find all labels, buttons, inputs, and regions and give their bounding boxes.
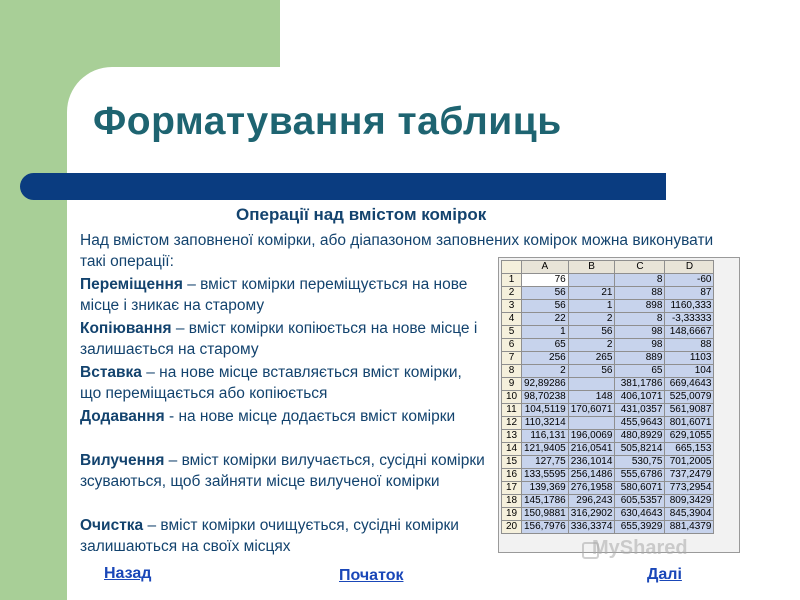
spreadsheet-cell: 87	[665, 287, 714, 300]
operation-term: Очистка	[80, 517, 144, 534]
operation-delete	[80, 450, 485, 492]
spreadsheet-row	[502, 391, 714, 404]
spreadsheet-row	[502, 326, 714, 339]
spreadsheet-cell: 216,0541	[568, 443, 615, 456]
slide-title: Форматування таблиць	[93, 100, 562, 143]
spreadsheet-cell: 898	[615, 300, 665, 313]
title-underline-bar	[20, 173, 666, 200]
spreadsheet-row	[502, 430, 714, 443]
operation-add	[80, 406, 485, 427]
operation-desc: – вміст комірки копіюється на нове місце і залишається на старому	[80, 320, 478, 358]
spreadsheet-row	[502, 495, 714, 508]
spreadsheet-cell: 56	[568, 326, 615, 339]
spreadsheet-cell: 845,3904	[665, 508, 714, 521]
operation-term: Вставка	[80, 364, 142, 381]
spreadsheet-row	[502, 521, 714, 534]
spreadsheet-cell: 56	[522, 300, 569, 313]
spreadsheet-row	[502, 365, 714, 378]
spreadsheet-row	[502, 378, 714, 391]
row-number: 6	[502, 339, 522, 352]
operation-move	[80, 274, 485, 316]
spreadsheet-row	[502, 469, 714, 482]
spreadsheet-cell: 455,9643	[615, 417, 665, 430]
row-number: 11	[502, 404, 522, 417]
spreadsheet-cell: 104	[665, 365, 714, 378]
spreadsheet-cell: 88	[665, 339, 714, 352]
spreadsheet-cell: 316,2902	[568, 508, 615, 521]
spreadsheet-cell: 737,2479	[665, 469, 714, 482]
operation-clear	[80, 515, 485, 557]
spreadsheet-cell: 655,3929	[615, 521, 665, 534]
spreadsheet-cell: 665,153	[665, 443, 714, 456]
column-header: A	[522, 261, 569, 274]
spreadsheet-cell: 1160,333	[665, 300, 714, 313]
operation-desc: - на нове місце додається вміст комірки	[164, 408, 456, 425]
operation-desc: – на нове місце вставляється вміст комірки, що переміщається або копіюється	[80, 364, 462, 402]
spreadsheet-cell: 170,6071	[568, 404, 615, 417]
spreadsheet-row	[502, 508, 714, 521]
spreadsheet-cell: 630,4643	[615, 508, 665, 521]
spreadsheet-cell: 2	[568, 339, 615, 352]
spreadsheet-cell	[568, 274, 615, 287]
spreadsheet-cell: 629,1055	[665, 430, 714, 443]
spreadsheet-cell: 65	[615, 365, 665, 378]
spreadsheet-cell: -60	[665, 274, 714, 287]
spreadsheet-cell: 56	[522, 287, 569, 300]
row-number: 2	[502, 287, 522, 300]
spreadsheet-cell: 381,1786	[615, 378, 665, 391]
spreadsheet-cell: 1103	[665, 352, 714, 365]
spreadsheet-cell: 98,70238	[522, 391, 569, 404]
column-header: D	[665, 261, 714, 274]
spreadsheet-cell: 22	[522, 313, 569, 326]
spreadsheet-cell: 8	[615, 313, 665, 326]
spreadsheet-cell: 1	[568, 300, 615, 313]
spreadsheet-cell: 605,5357	[615, 495, 665, 508]
spreadsheet-cell: 139,369	[522, 482, 569, 495]
row-number: 14	[502, 443, 522, 456]
spreadsheet-row	[502, 287, 714, 300]
spreadsheet-cell: 505,8214	[615, 443, 665, 456]
spreadsheet-row	[502, 313, 714, 326]
spreadsheet-cell: 2	[568, 313, 615, 326]
spreadsheet-cell: 104,5119	[522, 404, 569, 417]
spreadsheet-cell: 296,243	[568, 495, 615, 508]
spreadsheet-cell: 98	[615, 339, 665, 352]
spreadsheet-cell: 133,5595	[522, 469, 569, 482]
spreadsheet-cell: 98	[615, 326, 665, 339]
spreadsheet-cell: 561,9087	[665, 404, 714, 417]
operation-desc: – вміст комірки переміщується на нове місце і зникає на старому	[80, 276, 468, 314]
spreadsheet-row	[502, 274, 714, 287]
row-number: 18	[502, 495, 522, 508]
row-number: 19	[502, 508, 522, 521]
spreadsheet-cell: 145,1786	[522, 495, 569, 508]
spreadsheet-cell: 1	[522, 326, 569, 339]
spreadsheet-cell: 406,1071	[615, 391, 665, 404]
row-number: 16	[502, 469, 522, 482]
spreadsheet-row	[502, 443, 714, 456]
operation-desc: – вміст комірки вилучається, сусідні комірки зсуваються, щоб зайняти місце вилученої комірки	[80, 452, 485, 490]
spreadsheet-row	[502, 417, 714, 430]
spreadsheet-cell: 431,0357	[615, 404, 665, 417]
section-heading: Операції над вмістом комірок	[236, 205, 487, 224]
operation-term: Переміщення	[80, 276, 183, 293]
spreadsheet-cell: 256	[522, 352, 569, 365]
spreadsheet-cell: 525,0079	[665, 391, 714, 404]
intro-text: Над вмістом заповненої комірки, або діапазоном заповнених комірок можна виконувати такі операції:	[80, 232, 714, 270]
operation-term: Вилучення	[80, 452, 165, 469]
spreadsheet-cell	[568, 378, 615, 391]
spreadsheet-cell: 809,3429	[665, 495, 714, 508]
spreadsheet-cell: 669,4643	[665, 378, 714, 391]
spreadsheet-cell: 276,1958	[568, 482, 615, 495]
spreadsheet-cell: 881,4379	[665, 521, 714, 534]
spreadsheet-cell: 580,6071	[615, 482, 665, 495]
spreadsheet-cell: 555,6786	[615, 469, 665, 482]
row-number: 1	[502, 274, 522, 287]
watermark: MyShared	[592, 537, 688, 559]
spreadsheet-row	[502, 300, 714, 313]
spreadsheet-image	[498, 257, 740, 553]
operation-copy	[80, 318, 485, 360]
operation-term: Копіювання	[80, 320, 172, 337]
row-number: 4	[502, 313, 522, 326]
spreadsheet-cell: 76	[522, 274, 569, 287]
column-header: C	[615, 261, 665, 274]
operation-term: Додавання	[80, 408, 165, 425]
spreadsheet-row	[502, 339, 714, 352]
spreadsheet-row	[502, 404, 714, 417]
column-header: B	[568, 261, 615, 274]
spreadsheet-cell: 148	[568, 391, 615, 404]
spreadsheet-cell: 56	[568, 365, 615, 378]
row-number: 3	[502, 300, 522, 313]
spreadsheet-cell: 701,2005	[665, 456, 714, 469]
background-green-strip	[0, 0, 67, 600]
spreadsheet-cell: 65	[522, 339, 569, 352]
spreadsheet-row	[502, 352, 714, 365]
spreadsheet-row	[502, 456, 714, 469]
row-number: 15	[502, 456, 522, 469]
spreadsheet-cell: 530,75	[615, 456, 665, 469]
spreadsheet-cell: 2	[522, 365, 569, 378]
row-number: 9	[502, 378, 522, 391]
row-number: 5	[502, 326, 522, 339]
row-number: 17	[502, 482, 522, 495]
spreadsheet-table	[501, 260, 714, 534]
spreadsheet-cell: 801,6071	[665, 417, 714, 430]
spreadsheet-cell: 92,89286	[522, 378, 569, 391]
spreadsheet-cell: 116,131	[522, 430, 569, 443]
spreadsheet-cell: -3,33333	[665, 313, 714, 326]
corner-cell	[502, 261, 522, 274]
spreadsheet-cell: 265	[568, 352, 615, 365]
spreadsheet-header-row	[502, 261, 714, 274]
spreadsheet-cell: 480,8929	[615, 430, 665, 443]
row-number: 8	[502, 365, 522, 378]
row-number: 12	[502, 417, 522, 430]
spreadsheet-cell: 156,7976	[522, 521, 569, 534]
spreadsheet-cell: 148,6667	[665, 326, 714, 339]
row-number: 20	[502, 521, 522, 534]
spreadsheet-cell: 21	[568, 287, 615, 300]
spreadsheet-cell: 236,1014	[568, 456, 615, 469]
spreadsheet-cell: 256,1486	[568, 469, 615, 482]
next-link[interactable]: Далі	[647, 566, 682, 583]
spreadsheet-cell: 88	[615, 287, 665, 300]
row-number: 10	[502, 391, 522, 404]
spreadsheet-cell: 121,9405	[522, 443, 569, 456]
row-number: 13	[502, 430, 522, 443]
back-link[interactable]: Назад	[104, 565, 152, 582]
operation-desc: – вміст комірки очищується, сусідні комірки залишаються на своїх місцях	[80, 517, 459, 555]
spreadsheet-cell	[568, 417, 615, 430]
operation-insert	[80, 362, 485, 404]
spreadsheet-cell: 889	[615, 352, 665, 365]
spreadsheet-cell: 773,2954	[665, 482, 714, 495]
spreadsheet-row	[502, 482, 714, 495]
spreadsheet-cell: 150,9881	[522, 508, 569, 521]
spreadsheet-cell: 336,3374	[568, 521, 615, 534]
spreadsheet-cell: 110,3214	[522, 417, 569, 430]
spreadsheet-cell: 196,0069	[568, 430, 615, 443]
spreadsheet-cell: 8	[615, 274, 665, 287]
home-link[interactable]: Початок	[339, 567, 404, 584]
spreadsheet-cell: 127,75	[522, 456, 569, 469]
row-number: 7	[502, 352, 522, 365]
